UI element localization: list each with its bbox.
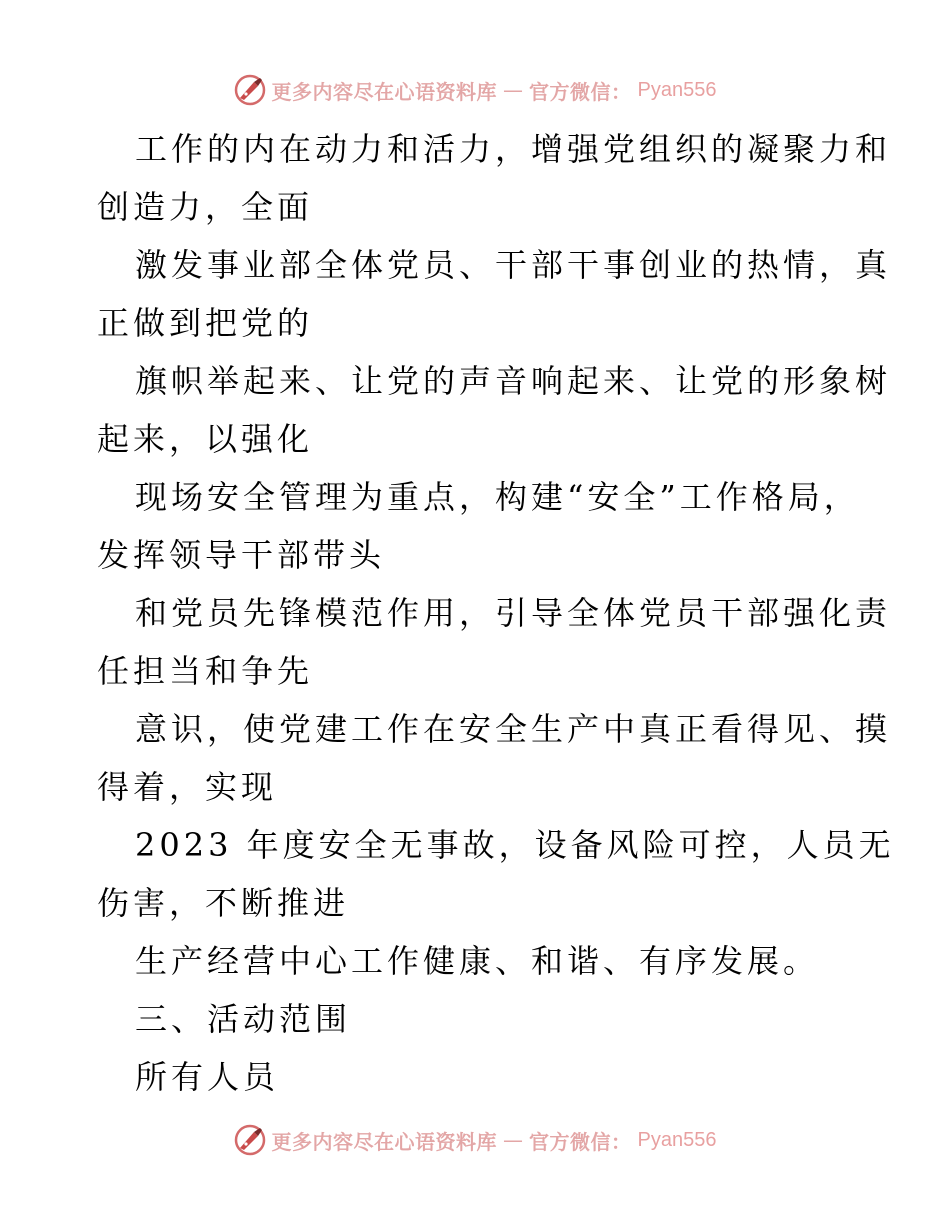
body-line: 创造力，全面 xyxy=(97,188,314,226)
watermark-text: 更多内容尽在心语资料库 xyxy=(271,79,498,104)
section-heading: 三、活动范围 xyxy=(135,1000,352,1038)
watermark-contact-label: 官方微信： xyxy=(529,79,632,104)
body-line: 2023 年度安全无事故，设备风险可控，人员无 xyxy=(135,826,895,864)
watermark-wechat-id: Pyan556 xyxy=(637,1128,717,1151)
body-line: 得着，实现 xyxy=(97,768,278,806)
body-line: 激发事业部全体党员、干部干事创业的热情，真 xyxy=(135,246,892,284)
watermark-contact-label: 官方微信： xyxy=(529,1129,632,1154)
footer-watermark-banner xyxy=(0,1120,950,1160)
header-watermark-banner xyxy=(0,70,950,110)
body-line: 现场安全管理为重点，构建“安全”工作格局， xyxy=(135,478,860,516)
watermark-wechat-id: Pyan556 xyxy=(637,78,717,101)
watermark-dash: — xyxy=(503,78,524,102)
body-line: 所有人员 xyxy=(135,1058,280,1096)
body-line: 生产经营中心工作健康、和谐、有序发展。 xyxy=(135,942,820,980)
body-line: 发挥领导干部带头 xyxy=(97,536,386,574)
body-line: 意识，使党建工作在安全生产中真正看得见、摸 xyxy=(135,710,892,748)
body-line: 旗帜举起来、让党的声音响起来、让党的形象树 xyxy=(135,362,892,400)
watermark-text: 更多内容尽在心语资料库 xyxy=(271,1129,498,1154)
body-line: 任担当和争先 xyxy=(97,652,314,690)
pen-nib-logo-icon xyxy=(234,74,266,106)
body-line: 起来，以强化 xyxy=(97,420,314,458)
watermark-dash: — xyxy=(503,1128,524,1152)
pen-nib-logo-icon xyxy=(234,1124,266,1156)
body-line: 工作的内在动力和活力，增强党组织的凝聚力和 xyxy=(135,130,892,168)
document-body xyxy=(97,120,895,1106)
body-line: 和党员先锋模范作用，引导全体党员干部强化责 xyxy=(135,594,892,632)
body-line: 正做到把党的 xyxy=(97,304,314,342)
body-line: 伤害，不断推进 xyxy=(97,884,350,922)
